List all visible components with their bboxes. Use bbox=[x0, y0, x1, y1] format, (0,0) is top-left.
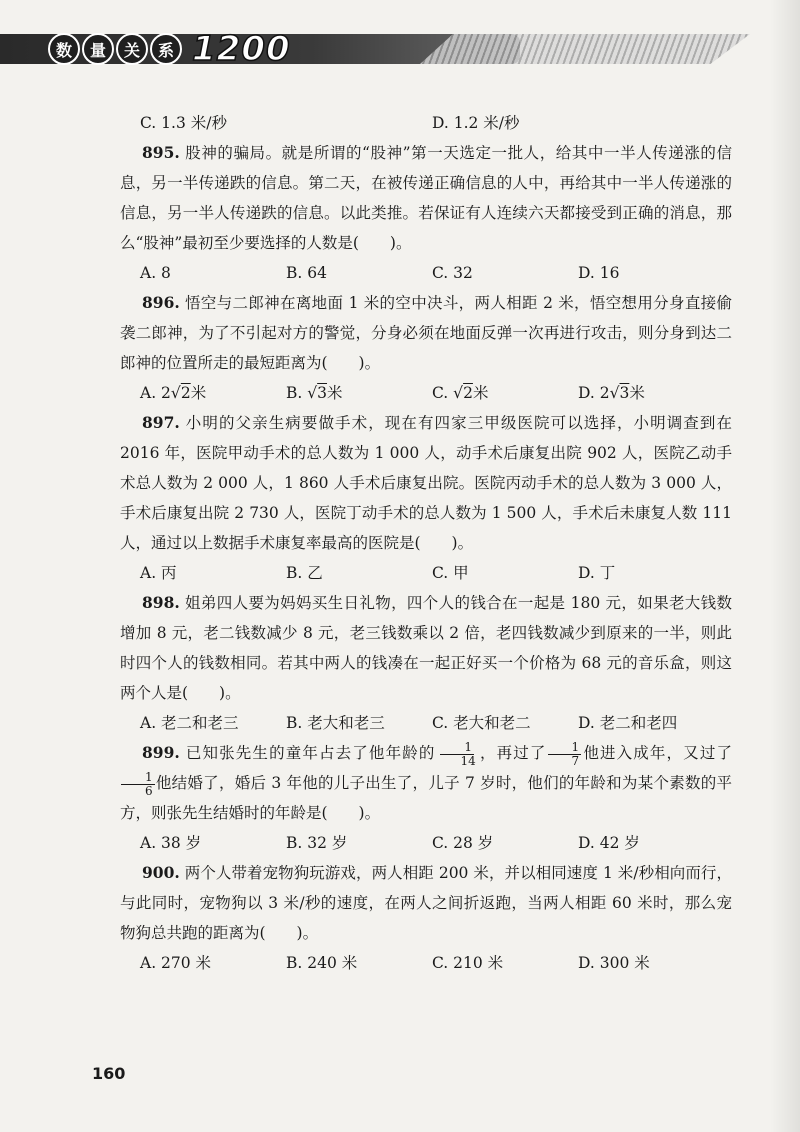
fraction bbox=[548, 741, 582, 768]
option-c: C. √2米 bbox=[432, 384, 489, 402]
option-c: C. 210 米 bbox=[432, 954, 504, 972]
question-896 bbox=[120, 288, 732, 408]
question-number: 900. bbox=[142, 863, 180, 882]
radicand: 3 bbox=[619, 384, 630, 402]
question-number: 895. bbox=[142, 143, 180, 162]
option-c: C. 1.3 米/秒 bbox=[140, 114, 227, 132]
option-c: C. 老大和老二 bbox=[432, 714, 531, 732]
book-title bbox=[48, 29, 291, 69]
question-number: 898. bbox=[142, 593, 180, 612]
option-a: A. 2√2米 bbox=[140, 384, 207, 402]
banner-stripe-pattern bbox=[420, 34, 750, 64]
fraction bbox=[121, 771, 155, 798]
radicand: 3 bbox=[317, 384, 328, 402]
question-options bbox=[120, 258, 732, 288]
option-b: B. 32 岁 bbox=[286, 834, 348, 852]
question-text bbox=[120, 408, 732, 558]
question-text bbox=[120, 288, 732, 378]
option-c: C. 32 bbox=[432, 264, 473, 282]
title-char: 量 bbox=[82, 33, 114, 65]
header-banner bbox=[0, 26, 800, 70]
option-unit: 米 bbox=[190, 384, 207, 402]
option-a: A. 老二和老三 bbox=[140, 714, 239, 732]
question-text bbox=[120, 738, 732, 828]
question-900 bbox=[120, 858, 732, 978]
question-body: 悟空与二郎神在离地面 1 米的空中决斗，两人相距 2 米，悟空想用分身直接偷袭二郎神，为了不引起对方的警觉，分身必须在地面反弹一次再进行攻击，则分身到达二郎神的位置所走的最短距离为( )。 bbox=[120, 294, 732, 372]
question-text bbox=[120, 138, 732, 258]
fraction-numerator: 1 bbox=[548, 741, 582, 755]
fraction-denominator: 6 bbox=[145, 783, 153, 798]
question-number: 899. bbox=[142, 743, 180, 762]
question-text bbox=[120, 858, 732, 948]
option-c: C. 甲 bbox=[432, 564, 469, 582]
fraction bbox=[437, 741, 478, 768]
fraction-numerator: 1 bbox=[440, 741, 474, 755]
question-options bbox=[120, 948, 732, 978]
option-unit: 米 bbox=[472, 384, 489, 402]
question-897 bbox=[120, 408, 732, 588]
title-char: 系 bbox=[150, 33, 182, 65]
prev-question-options bbox=[120, 108, 732, 138]
option-d: D. 16 bbox=[578, 264, 620, 282]
radicand: 2 bbox=[463, 384, 473, 402]
option-unit: 米 bbox=[327, 384, 343, 402]
title-char: 关 bbox=[116, 33, 148, 65]
question-body: 小明的父亲生病要做手术，现在有四家三甲级医院可以选择，小明调查到在 2016 年，医院甲动手术的总人数为 1 000 人，动手术后康复出院 902 人，医院乙动手术总人数为 2 000 人，1 860 人手术后康复出院。医院丙动手术的总人数为 3 000 人，手术后康复出院 2 730 人，医院丁动手术的总人数为 1 500 人，手术后未康复人数 111 人，通过以上数据手术康复率最高的医院是( )。 bbox=[120, 414, 732, 552]
fraction-numerator: 1 bbox=[121, 771, 155, 785]
radicand: 2 bbox=[180, 384, 191, 402]
question-body: 姐弟四人要为妈妈买生日礼物，四个人的钱合在一起是 180 元，如果老大钱数增加 8 元，老二钱数减少 8 元，老三钱数乘以 2 倍，老四钱数减少到原来的一半，则此时四个人的钱数相同。若其中两人的钱凑在一起正好买一个价格为 68 元的音乐盒，则这两个人是( )。 bbox=[120, 594, 732, 702]
option-a: A. 38 岁 bbox=[140, 834, 202, 852]
title-char: 数 bbox=[48, 33, 80, 65]
option-prefix: C. bbox=[432, 384, 454, 402]
option-prefix: A. 2 bbox=[140, 384, 171, 402]
title-number: 1200 bbox=[192, 29, 291, 69]
question-options bbox=[120, 558, 732, 588]
question-options bbox=[120, 708, 732, 738]
question-body: 股神的骗局。就是所谓的“股神”第一天选定一批人，给其中一半人传递涨的信息，另一半传递跌的信息。第二天，在被传递正确信息的人中，再给其中一半人传递涨的信息，另一半人传递跌的信息。以此类推。若保证有人连续六天都接受到正确的消息，那么“股神”最初至少要选择的人数是( )。 bbox=[120, 144, 732, 252]
question-body-part: 他进入成年，又过了 bbox=[582, 744, 732, 762]
question-number: 896. bbox=[142, 293, 180, 312]
question-899 bbox=[120, 738, 732, 858]
option-prefix: B. bbox=[286, 384, 308, 402]
option-b: B. 240 米 bbox=[286, 954, 358, 972]
option-b: B. √3米 bbox=[286, 384, 343, 402]
option-d: D. 2√3米 bbox=[578, 384, 645, 402]
question-options bbox=[120, 828, 732, 858]
question-number: 897. bbox=[142, 413, 180, 432]
question-898 bbox=[120, 588, 732, 738]
question-895 bbox=[120, 138, 732, 288]
question-body: 两个人带着宠物狗玩游戏，两人相距 200 米，并以相同速度 1 米/秒相向而行，与此同时，宠物狗以 3 米/秒的速度，在两人之间折返跑，当两人相距 60 米时，那么宠物狗总共跑的距离为( )。 bbox=[120, 864, 732, 942]
page-content bbox=[120, 108, 732, 978]
page-number: 160 bbox=[92, 1064, 126, 1083]
option-unit: 米 bbox=[629, 384, 645, 402]
option-d: D. 1.2 米/秒 bbox=[432, 114, 520, 132]
option-c: C. 28 岁 bbox=[432, 834, 494, 852]
page-edge-shadow bbox=[770, 0, 800, 1132]
question-body-part: ，再过了 bbox=[478, 744, 547, 762]
fraction-denominator: 14 bbox=[460, 753, 476, 768]
option-b: B. 64 bbox=[286, 264, 327, 282]
option-a: A. 270 米 bbox=[140, 954, 212, 972]
question-body-part: 他结婚了，婚后 3 年他的儿子出生了，儿子 7 岁时，他们的年龄和为某个素数的平方，则张先生结婚时的年龄是( )。 bbox=[120, 774, 732, 822]
option-b: B. 老大和老三 bbox=[286, 714, 385, 732]
question-text bbox=[120, 588, 732, 708]
option-d: D. 42 岁 bbox=[578, 834, 640, 852]
option-d: D. 丁 bbox=[578, 564, 616, 582]
option-prefix: D. 2 bbox=[578, 384, 610, 402]
option-b: B. 乙 bbox=[286, 564, 323, 582]
option-d: D. 300 米 bbox=[578, 954, 650, 972]
question-body-part: 已知张先生的童年占去了他年龄的 bbox=[185, 744, 436, 762]
option-a: A. 丙 bbox=[140, 564, 177, 582]
option-d: D. 老二和老四 bbox=[578, 714, 678, 732]
fraction-denominator: 7 bbox=[571, 753, 580, 768]
question-options bbox=[120, 378, 732, 408]
option-a: A. 8 bbox=[140, 264, 171, 282]
